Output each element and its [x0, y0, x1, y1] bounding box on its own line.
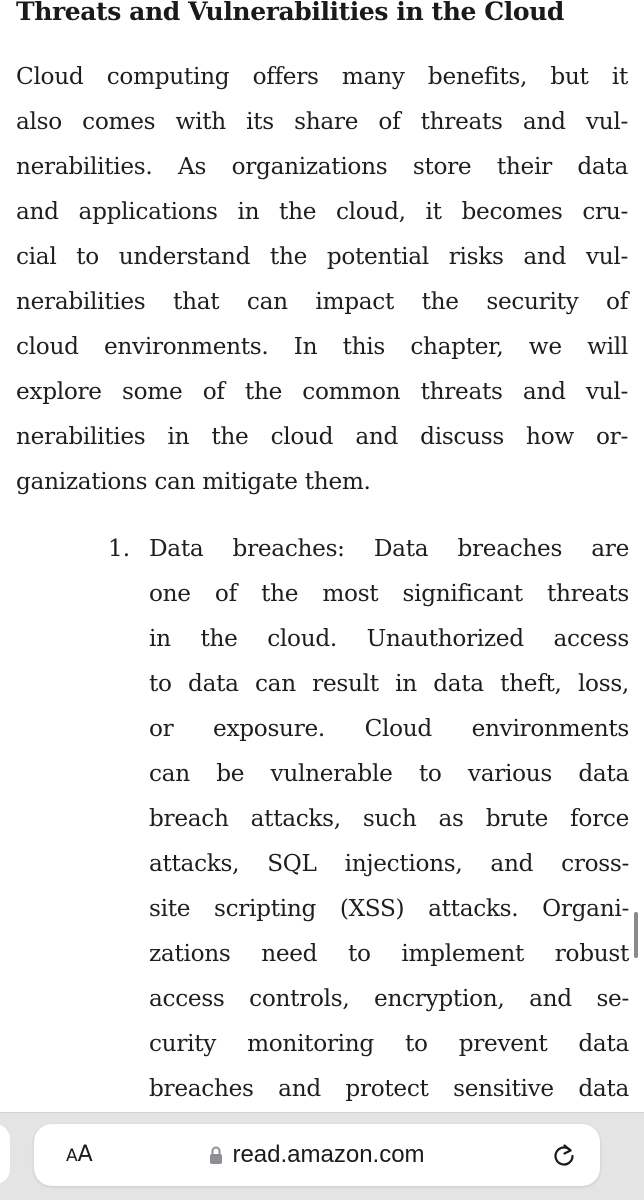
- text-line: nerabilities in the cloud and discuss how or-: [16, 423, 628, 450]
- text-line: ganizations can mitigate them.: [16, 468, 371, 495]
- scroll-indicator[interactable]: [634, 912, 638, 958]
- text-line: or exposure. Cloud environments: [149, 715, 629, 742]
- intro-paragraph: [16, 54, 628, 504]
- text-line: Data breaches: Data breaches are: [149, 535, 629, 562]
- text-line: breach attacks, such as brute force: [149, 805, 629, 832]
- address-bar[interactable]: [34, 1124, 600, 1186]
- reload-icon[interactable]: [550, 1141, 578, 1169]
- text-line: one of the most significant threats: [149, 580, 629, 607]
- text-line: cloud environments. In this chapter, we will: [16, 333, 628, 360]
- text-line: curity monitoring to prevent data: [149, 1030, 629, 1057]
- url-text[interactable]: read.amazon.com: [232, 1141, 425, 1168]
- text-line: to data can result in data theft, loss,: [149, 670, 629, 697]
- text-line: breaches and protect sensitive data: [149, 1075, 629, 1102]
- text-line: access controls, encryption, and se-: [149, 985, 629, 1012]
- aa-small-glyph: A: [66, 1146, 78, 1166]
- text-line: in the cloud. Unauthorized access: [149, 625, 629, 652]
- text-line: attacks, SQL injections, and cross-: [149, 850, 629, 877]
- text-size-button[interactable]: [66, 1140, 93, 1170]
- text-line: zations need to implement robust: [149, 940, 629, 967]
- lock-icon: [209, 1145, 223, 1165]
- aa-big-glyph: A: [77, 1142, 93, 1167]
- browser-toolbar: [0, 1112, 644, 1200]
- text-line: cial to understand the potential risks and vul-: [16, 243, 628, 270]
- list-item-number: 1.: [108, 535, 131, 562]
- list-item: [149, 526, 629, 1111]
- text-line: nerabilities that can impact the security of: [16, 288, 628, 315]
- text-line: can be vulnerable to various data: [149, 760, 629, 787]
- text-line: and applications in the cloud, it becomes cru-: [16, 198, 628, 225]
- text-line: also comes with its share of threats and vul-: [16, 108, 628, 135]
- text-line: Cloud computing offers many benefits, but it: [16, 63, 628, 90]
- chapter-heading: Threats and Vulnerabilities in the Cloud: [16, 0, 565, 26]
- text-line: site scripting (XSS) attacks. Organi-: [149, 895, 629, 922]
- text-line: explore some of the common threats and vul-: [16, 378, 628, 405]
- previous-tab-edge[interactable]: [0, 1124, 10, 1184]
- text-line: nerabilities. As organizations store their data: [16, 153, 628, 180]
